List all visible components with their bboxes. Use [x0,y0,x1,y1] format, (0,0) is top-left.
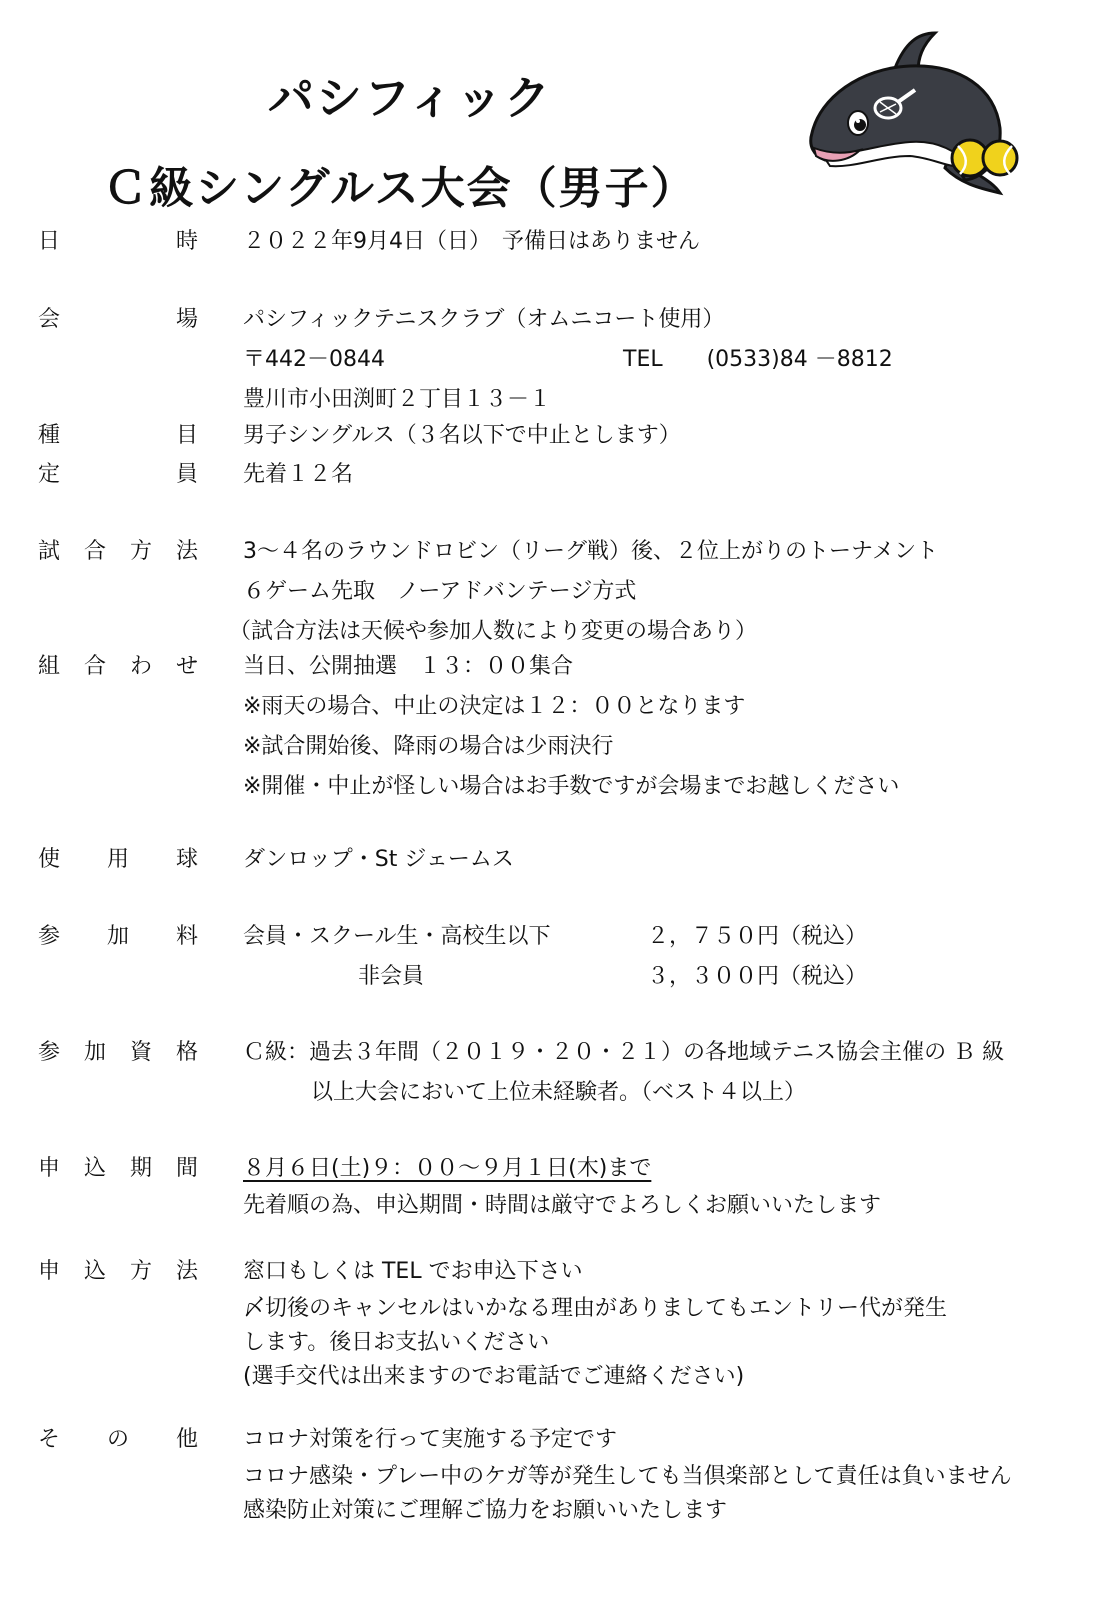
section-label: そ の 他 [38,1427,198,1452]
fee-nonmember-price: ３，３００円（税込） [647,964,868,989]
section-label: 申 込 方 法 [38,1259,198,1284]
venue-name: パシフィックテニスクラブ（オムニコート使用） [243,307,725,332]
eligibility-line2: 以上大会において上位未経験者。（ベスト４以上） [311,1080,807,1105]
section-label: 試 合 方 法 [38,539,198,564]
section-label: 申 込 期 間 [38,1156,198,1181]
ball-value: ダンロップ・St ジェームス [243,847,514,872]
section-label: 参 加 資 格 [38,1040,198,1065]
section-label: 日 時 [38,229,198,254]
draw-line3: ※試合開始後、降雨の場合は少雨決行 [243,734,614,759]
format-line1: 3～４名のラウンドロビン（リーグ戦）後、２位上がりのトーナメント [243,539,939,564]
period-line1: ８月６日(土)９：００～９月１日(木)まで [243,1156,652,1181]
draw-line2: ※雨天の場合、中止の決定は１２：００となります [243,694,746,719]
method-line4: (選手交代は出来ますのでお電話でご連絡ください) [243,1364,745,1389]
section-label: 種 目 [38,423,198,448]
fee-nonmember-label: 非会員 [358,964,425,989]
draw-line1: 当日、公開抽選 １３：００集合 [243,654,574,679]
other-line3: 感染防止対策にご理解ご協力をお願いいたします [243,1498,728,1523]
other-line2: コロナ感染・プレー中のケガ等が発生しても当倶楽部として責任は負いません [243,1464,1012,1489]
period-line2: 先着順の為、申込期間・時間は厳守でよろしくお願いいたします [243,1193,882,1218]
event-value: 男子シングルス（３名以下で中止とします） [243,423,681,448]
title-line1: パシフィック [267,71,553,125]
format-line3: （試合方法は天候や参加人数により変更の場合あり） [229,619,758,644]
section-label: 参 加 料 [38,924,198,949]
title-line2: Ｃ級シングルス大会（男子） [103,163,697,214]
fee-member-price: ２，７５０円（税込） [647,924,868,949]
venue-postal: 〒442－0844 [243,347,385,372]
date-value: ２０２２年9月4日（日） 予備日はありません [243,229,700,254]
dolphin-mascot-icon [800,28,1030,203]
section-label: 会 場 [38,307,198,332]
method-line2: 〆切後のキャンセルはいかなる理由がありましてもエントリー代が発生 [243,1296,948,1321]
fee-member-label: 会員・スクール生・高校生以下 [243,924,551,949]
section-label: 使 用 球 [38,847,198,872]
method-line3: します。後日お支払いください [243,1330,550,1355]
section-label: 組 合 わ せ [38,654,198,679]
section-label: 定 員 [38,462,198,487]
eligibility-line1: Ｃ級：過去３年間（２０１９・２０・２１）の各地域テニス協会主催の Ｂ 級 [243,1040,1005,1065]
other-line1: コロナ対策を行って実施する予定です [243,1427,618,1452]
venue-address: 豊川市小田渕町２丁目１３－１ [243,387,552,412]
draw-line4: ※開催・中止が怪しい場合はお手数ですが会場までお越しください [243,774,900,799]
format-line2: ６ゲーム先取 ノーアドバンテージ方式 [243,579,637,604]
venue-tel: TEL (0533)84 －8812 [623,347,893,372]
capacity-value: 先着１２名 [243,462,354,487]
method-line1: 窓口もしくは TEL でお申込下さい [243,1259,583,1284]
